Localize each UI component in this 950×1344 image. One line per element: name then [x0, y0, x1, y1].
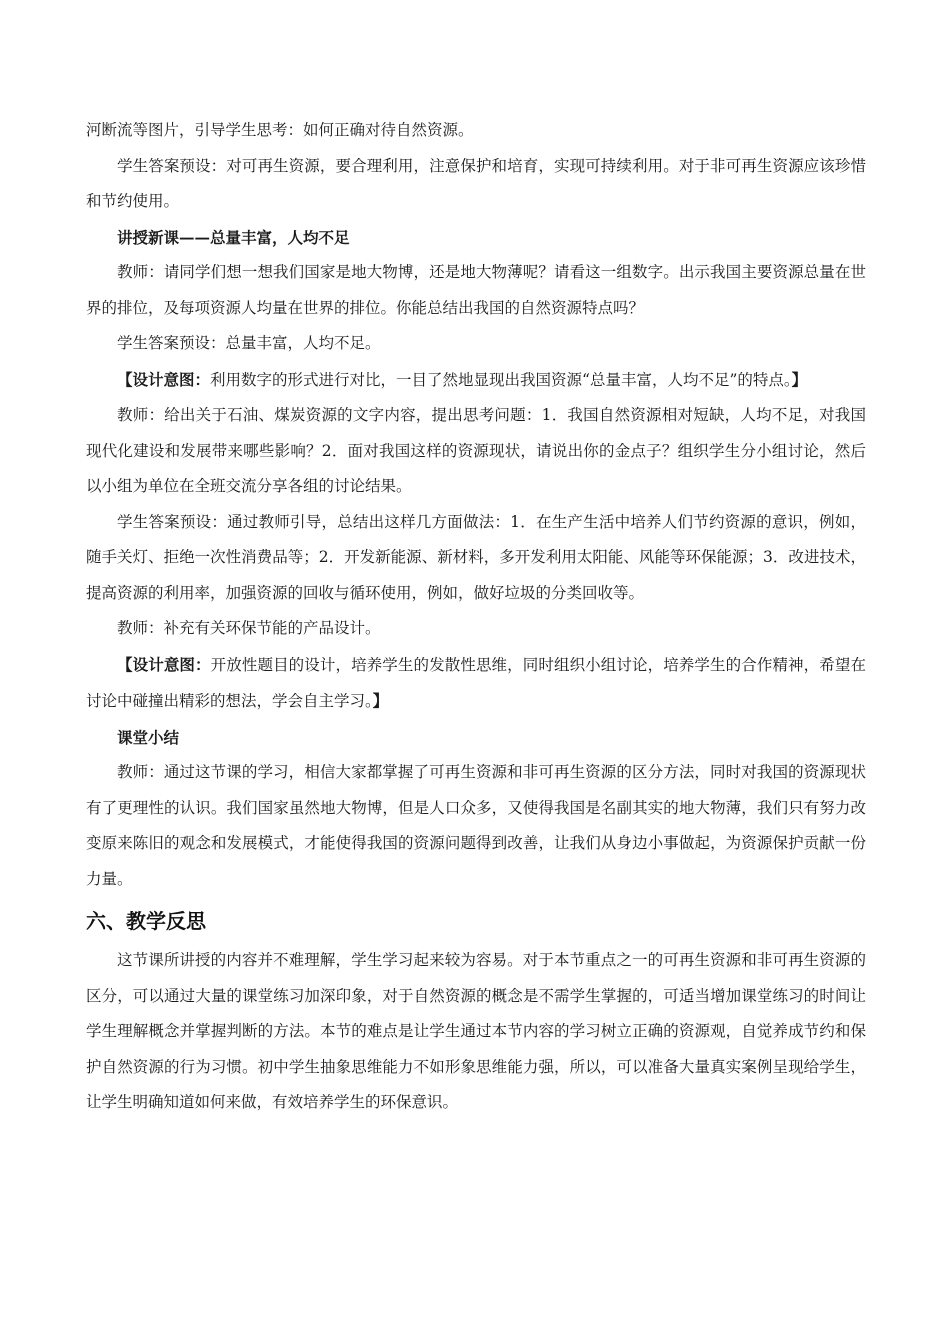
paragraph-teacher-3: 教师：补充有关环保节能的产品设计。 — [117, 619, 381, 637]
subheading-new-lesson: 讲授新课——总量丰富，人均不足 — [117, 227, 350, 247]
paragraph-teacher-summary: 教师：通过这节课的学习，相信大家都掌握了可再生资源和非可再生资源的区分方法，同时对我国的资源现状有了更理性的认识。我们国家虽然地大物博，但是人口众多，又使得我国是名副其实的地大物薄，我们只有努力改变原来陈旧的观念和发展模式，才能使得我国的资源问题得到改善，让我们从身边小事做起，为资源保护贡献一份力量。 — [86, 763, 866, 888]
paragraph-design-intent-1 — [86, 362, 866, 399]
section-heading-reflection: 六、教学反思 — [86, 909, 206, 933]
subheading-summary: 课堂小结 — [117, 727, 180, 747]
paragraph-student-answer-3: 学生答案预设：通过教师引导，总结出这样几方面做法：1．在生产生活中培养人们节约资源的意识，例如，随手关灯、拒绝一次性消费品等；2．开发新能源、新材料，多开发利用太阳能、风能等环保能源；3．改进技术，提高资源的利用率，加强资源的回收与循环使用，例如，做好垃圾的分类回收等。 — [86, 512, 866, 602]
design-intent-text: 利用数字的形式进行对比，一目了然地显现出我国资源“总量丰富，人均不足”的特点。 — [210, 370, 792, 389]
paragraph-student-answer-2: 学生答案预设：总量丰富，人均不足。 — [117, 334, 381, 352]
design-intent-text: 开放性题目的设计，培养学生的发散性思维，同时组织小组讨论，培养学生的合作精神，希望在讨论中碰撞出精彩的想法，学会自主学习。 — [86, 655, 866, 710]
paragraph-teacher-2: 教师：给出关于石油、煤炭资源的文字内容，提出思考问题：1．我国自然资源相对短缺，人均不足，对我国现代化建设和发展带来哪些影响？2．面对我国这样的资源现状，请说出你的金点子？组织学生分小组讨论，然后以小组为单位在全班交流分享各组的讨论结果。 — [86, 406, 866, 495]
design-intent-close: 】 — [791, 369, 808, 389]
paragraph-reflection: 这节课所讲授的内容并不难理解，学生学习起来较为容易。对于本节重点之一的可再生资源和非可再生资源的区分，可以通过大量的课堂练习加深印象，对于自然资源的概念是不需学生掌握的，可适当增加课堂练习的时间让学生理解概念并掌握判断的方法。本节的难点是让学生通过本节内容的学习树立正确的资源观，自觉养成节约和保护自然资源的行为习惯。初中学生抽象思维能力不如形象思维能力强，所以，可以准备大量真实案例呈现给学生，让学生明确知道如何来做，有效培养学生的环保意识。 — [86, 951, 866, 1111]
document-page — [86, 113, 866, 1121]
design-intent-close: 】 — [372, 691, 389, 710]
design-intent-label: 【设计意图： — [117, 654, 211, 674]
paragraph-student-answer-1: 学生答案预设：对可再生资源，要合理利用，注意保护和培育，实现可持续利用。对于非可再生资源应该珍惜和节约使用。 — [86, 156, 866, 210]
paragraph-design-intent-2 — [86, 647, 866, 720]
section-reflection — [86, 943, 866, 1121]
paragraph-intro: 河断流等图片，引导学生思考：如何正确对待自然资源。 — [86, 121, 474, 139]
paragraph-teacher-1: 教师：请同学们想一想我们国家是地大物博，还是地大物薄呢？请看这一组数字。出示我国主要资源总量在世界的排位，及每项资源人均量在世界的排位。你能总结出我国的自然资源特点吗？ — [86, 263, 866, 317]
design-intent-label: 【设计意图： — [117, 369, 211, 389]
